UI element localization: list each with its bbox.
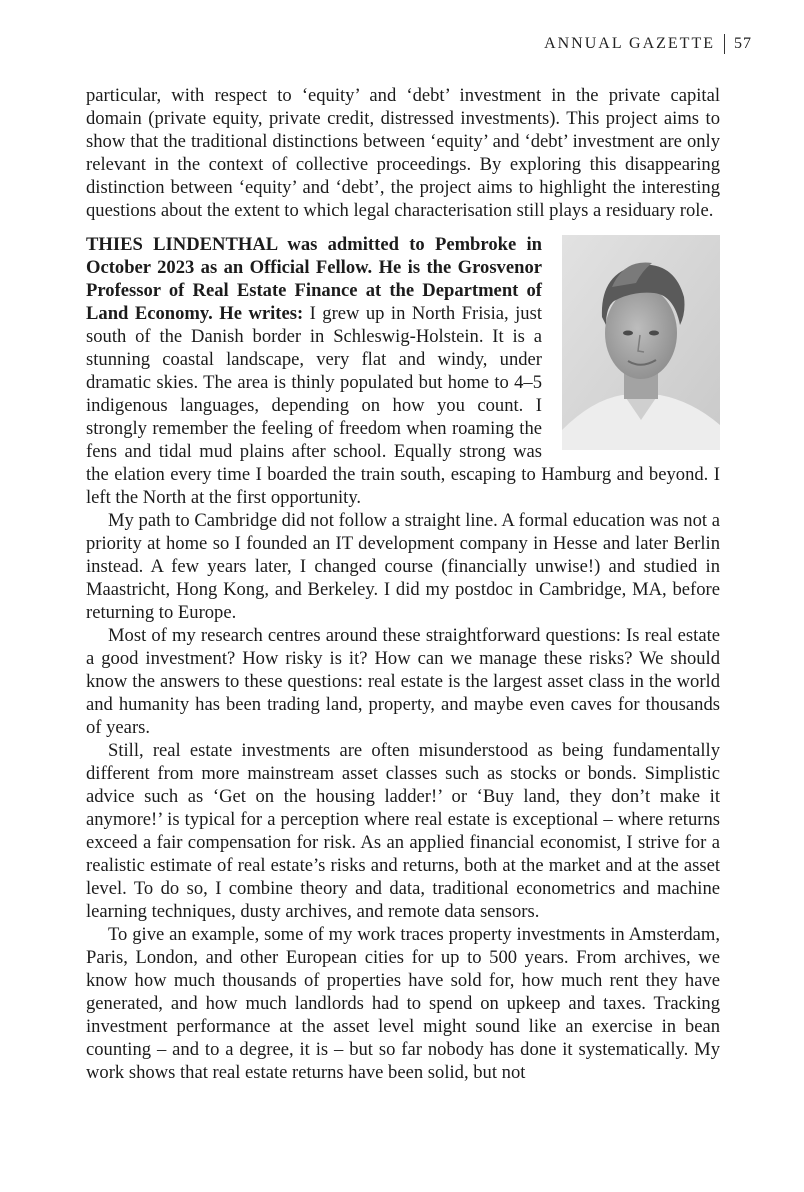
fellow-intro-heading: THIES LINDENTHAL was admitted to Pembroke in October 2023 as an Official Fellow. He is the Grosvenor Professor of Real Estate Finance at the Department of Land Economy. He writes: bbox=[86, 234, 542, 324]
paragraph: Still, real estate investments are often misunderstood as being fundamentally different from more mainstream asset classes such as stocks or bonds. Simplistic advice such as ‘Get on the housing ladder!’ or ‘Buy land, they don’t make it anymore!’ is typical for a perception where real estate is exceptional – where returns exceed a fair compensation for risk. As an applied financial economist, I strive for a realistic estimate of real estate’s risks and returns, both at the market and at the asset level. To do so, I combine theory and data, traditional econometrics and machine learning techniques, dusty archives, and remote data sensors. bbox=[86, 740, 720, 922]
paragraph: My path to Cambridge did not follow a straight line. A formal education was not a priority at home so I founded an IT development company in Hesse and later Berlin instead. A few years later, I changed course (financially unwise!) and studied in Maastricht, Hong Kong, and Berkeley. I did my postdoc in Cambridge, MA, before returning to Europe. bbox=[86, 510, 720, 623]
paragraph: Most of my research centres around these straightforward questions: Is real estate a good investment? How risky is it? How can we manage these risks? We should know the answers to these questions: real estate is the largest asset class in the world and humanity has been trading land, property, and maybe even caves for thousands of years. bbox=[86, 625, 720, 738]
fellow-intro-paragraph bbox=[86, 233, 720, 509]
publication-title: ANNUAL GAZETTE bbox=[544, 35, 715, 52]
paragraph: To give an example, some of my work traces property investments in Amsterdam, Paris, London, and other European cities for up to 500 years. From archives, we know how much thousands of properties have sold for, how much rent they have generated, and how much landlords had to spend on upkeep and taxes. Tracking investment performance at the asset level might sound like an exercise in bean counting – and to a degree, it is – but so far nobody has done it systematically. My work shows that real estate returns have been solid, but not bbox=[86, 924, 720, 1083]
running-header bbox=[544, 34, 752, 54]
portrait-photo bbox=[562, 235, 720, 450]
article-body bbox=[86, 84, 720, 1084]
fellow-intro-text: I grew up in North Frisia, just south of the Danish border in Schleswig-Holstein. It is a stunning coastal landscape, very flat and windy, under dramatic skies. The area is thinly populated but home to 4–5 indigenous languages, depending on how you count. I strongly remember the feeling of freedom when roaming the fens and tidal mud plains after school. Equally strong was the elation every time I boarded the train south, escaping to Hamburg and beyond. I left the North at the first opportunity. bbox=[86, 303, 720, 508]
header-divider bbox=[724, 34, 725, 54]
page-number: 57 bbox=[734, 35, 752, 52]
paragraph-continued: particular, with respect to ‘equity’ and ‘debt’ investment in the private capital domain (private equity, private credit, distressed investments). This project aims to show that the traditional distinctions between ‘equity’ and ‘debt’ investment are only relevant in the context of collective proceedings. By exploring this disappearing distinction between ‘equity’ and ‘debt’, the project aims to highlight the interesting questions about the extent to which legal characterisation still plays a residuary role. bbox=[86, 85, 720, 221]
